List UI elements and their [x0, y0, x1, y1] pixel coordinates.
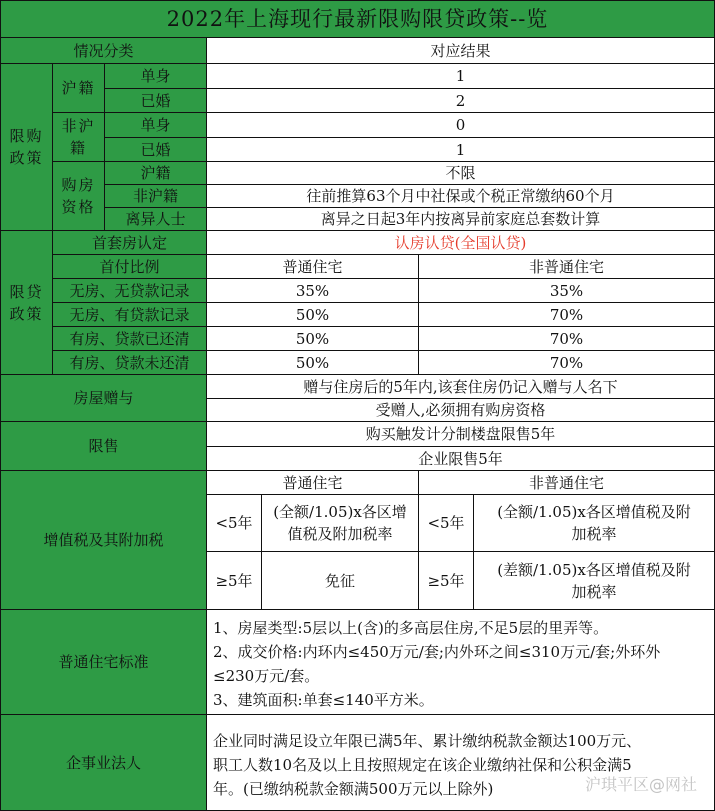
qual-divorced-value: 离异之日起3年内按离异前家庭总套数计算	[206, 207, 715, 231]
limit-sale-line-1: 购买触发计分制楼盘限售5年	[206, 421, 715, 447]
limit-purchase-label-1: 限购	[9, 127, 44, 145]
qual-nonhu-value: 往前推算63个月中社保或个税正常缴纳60个月	[206, 184, 715, 208]
enterprise-line-2: 职工人数10名及以上且按照规定在该企业缴纳社保和公积金满5	[213, 756, 632, 774]
qual-hu-value: 不限	[206, 161, 715, 185]
qual-label-1: 购房	[61, 176, 96, 194]
limit-loan-label-2: 政策	[9, 304, 44, 323]
loan-row-nonordinary: 70%	[418, 350, 715, 375]
standard-line-4: 3、建筑面积:单套≤140平方米。	[213, 691, 434, 709]
down-payment-ordinary-header: 普通住宅	[206, 254, 419, 279]
nonhu-label	[52, 112, 105, 162]
qual-nonhu-label: 非沪籍	[104, 184, 207, 208]
down-payment-header: 首付比例	[52, 254, 207, 279]
standard-line-3: ≤230万元/套。	[213, 667, 320, 685]
loan-row-ordinary: 50%	[206, 302, 419, 327]
gift-line-1: 赠与住房后的5年内,该套住房仍记入赠与人名下	[206, 374, 715, 399]
hu-single-value: 1	[206, 63, 715, 89]
vat-ordinary-ge5-label: ≥5年	[206, 551, 262, 610]
loan-row-nonordinary: 35%	[418, 278, 715, 303]
standard-line-2: 2、成交价格:内环内≤450万元/套;内外环之间≤310万元/套;外环外	[213, 643, 661, 661]
vat-nonordinary-lt5-line-2: 加税率	[571, 525, 617, 543]
vat-ordinary-lt5-value	[261, 494, 419, 552]
nonhu-label-1: 非沪	[61, 117, 96, 135]
gift-label: 房屋赠与	[0, 374, 207, 422]
enterprise-line-1: 企业同时满足设立年限已满5年、累计缴纳税款金额达100万元、	[213, 732, 642, 750]
hu-married-label: 已婚	[104, 88, 207, 113]
nonhu-label-2: 籍	[69, 139, 87, 157]
vat-nonordinary-ge5-value	[473, 551, 715, 610]
vat-ordinary-lt5-line-1: (全额/1.05)x各区增	[273, 503, 407, 521]
loan-row-ordinary: 35%	[206, 278, 419, 303]
limit-purchase-section	[0, 63, 53, 231]
loan-row-nonordinary: 70%	[418, 302, 715, 327]
purchase-qualification-label	[52, 161, 105, 231]
hu-married-value: 2	[206, 88, 715, 113]
limit-loan-label-1: 限贷	[9, 282, 44, 301]
first-home-value: 认房认贷(全国认贷)	[206, 230, 715, 255]
enterprise-line-3: 年。(已缴纳税款金额满500万元以上除外)	[213, 780, 494, 798]
limit-purchase-label-2: 政策	[9, 149, 44, 167]
vat-nonordinary-lt5-value	[473, 494, 715, 552]
vat-label: 增值税及其附加税	[0, 470, 207, 610]
header-category: 情况分类	[0, 37, 207, 64]
loan-row-ordinary: 50%	[206, 326, 419, 351]
gift-line-2: 受赠人,必须拥有购房资格	[206, 398, 715, 422]
nonhu-married-value: 1	[206, 137, 715, 162]
vat-ordinary-header: 普通住宅	[206, 470, 419, 495]
nonhu-married-label: 已婚	[104, 137, 207, 162]
loan-row-label: 无房、有贷款记录	[52, 302, 207, 327]
title-text: 2022年上海现行最新限购限贷政策--览	[166, 7, 549, 31]
vat-nonordinary-lt5-line-1: (全额/1.05)x各区增值税及附	[497, 503, 691, 521]
standard-line-1: 1、房屋类型:5层以上(含)的多高层住房,不足5层的里弄等。	[213, 619, 609, 637]
page-title	[0, 0, 715, 38]
nonhu-single-label: 单身	[104, 112, 207, 138]
limit-sale-line-2: 企业限售5年	[206, 446, 715, 471]
loan-row-label: 无房、无贷款记录	[52, 278, 207, 303]
loan-row-label: 有房、贷款未还清	[52, 350, 207, 375]
hu-label: 沪籍	[52, 63, 105, 113]
first-home-label: 首套房认定	[52, 230, 207, 255]
vat-ordinary-lt5-label: <5年	[206, 494, 262, 552]
loan-row-nonordinary: 70%	[418, 326, 715, 351]
vat-ordinary-ge5-value: 免征	[261, 551, 419, 610]
loan-row-ordinary: 50%	[206, 350, 419, 375]
vat-ordinary-lt5-line-2: 值税及附加税率	[287, 525, 393, 543]
limit-sale-label: 限售	[0, 421, 207, 471]
standard-text	[206, 609, 715, 715]
watermark: 沪琪平区@网社	[584, 775, 697, 794]
enterprise-text	[206, 714, 715, 811]
qual-hu-label: 沪籍	[104, 161, 207, 185]
vat-nonordinary-lt5-label: <5年	[418, 494, 474, 552]
loan-row-label: 有房、贷款已还清	[52, 326, 207, 351]
standard-label: 普通住宅标准	[0, 609, 207, 715]
down-payment-nonordinary-header: 非普通住宅	[418, 254, 715, 279]
qual-divorced-label: 离异人士	[104, 207, 207, 231]
enterprise-label: 企事业法人	[0, 714, 207, 811]
nonhu-single-value: 0	[206, 112, 715, 138]
vat-nonordinary-ge5-line-1: (差额/1.05)x各区增值税及附	[497, 560, 691, 579]
hu-single-label: 单身	[104, 63, 207, 89]
limit-loan-section	[0, 230, 53, 375]
qual-label-2: 资格	[61, 198, 96, 216]
header-result: 对应结果	[206, 37, 715, 64]
vat-nonordinary-ge5-line-2: 加税率	[571, 582, 617, 601]
vat-nonordinary-ge5-label: ≥5年	[418, 551, 474, 610]
vat-nonordinary-header: 非普通住宅	[418, 470, 715, 495]
